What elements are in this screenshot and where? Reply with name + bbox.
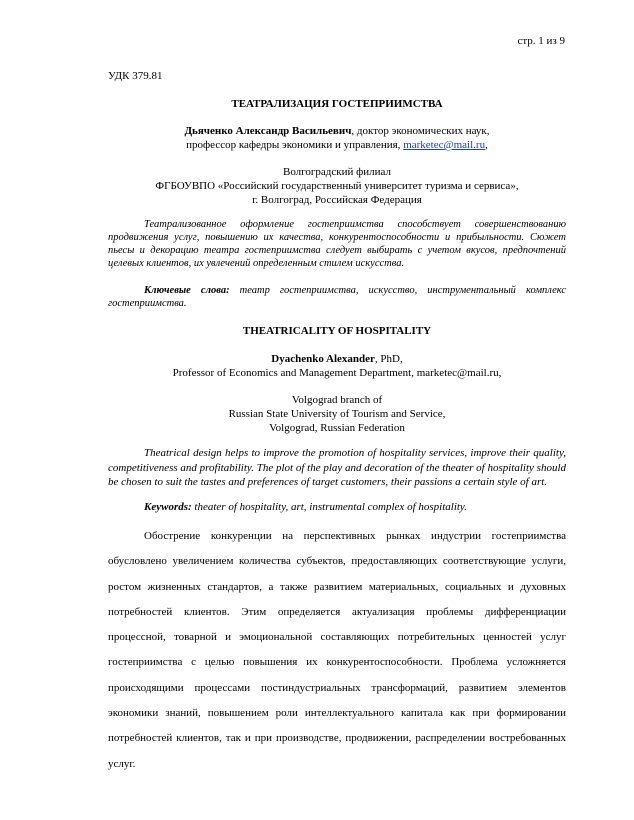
ru-title: ТЕАТРАЛИЗАЦИЯ ГОСТЕПРИИМСТВА: [231, 98, 443, 110]
ru-keywords-label: Ключевые слова:: [144, 285, 230, 296]
en-author-name: Dyachenko Alexander: [271, 353, 375, 365]
body-paragraph: Обострение конкуренции на перспективных рынках индустрии гостеприимства обусловлено увеличением количества субъектов, предоставляющих соответствующие услуги, ростом жизненных стандартов, а также развитием материальных, социальных и духовных потребностей клиентов. Этим определяется актуализация проблемы дифференциации процессной, товарной и эмоциональной составляющих потребительных ценностей услуг гостеприимства с целью повышения их конкурентоспособности. Проблема усложняется происходящими процессами постиндустриальных трансформаций, развитием элементов экономики знаний, повышением роли интеллектуального капитала как при формировании потребностей клиентов, так и при производстве, продвижении, распределении востребованных услуг.: [108, 530, 566, 770]
ru-author-line: [108, 124, 566, 138]
en-author-line: [108, 352, 566, 366]
ru-abstract: Театрализованное оформление гостеприимства способствует совершенствованию продвижения услуг, повышению их качества, конкурентоспособности и прибыльности. Сюжет пьесы и декорацию театра гостеприимства следует выбирать с учетом вкусов, предпочтений целевых клиентов, их увлечений определенным стилем искусства.: [108, 219, 566, 269]
en-keywords-text: theater of hospitality, art, instrumental complex of hospitality.: [191, 501, 467, 513]
page-number: стр. 1 из 9: [517, 35, 565, 47]
ru-keywords: [108, 284, 566, 310]
ru-affiliation-branch: Волгоградский филиал: [282, 166, 392, 178]
ru-author-email-suffix: ,: [485, 139, 488, 151]
ru-author-position: профессор кафедры экономики и управления,: [186, 139, 404, 151]
ru-author-email-link[interactable]: marketec@mail.ru: [403, 139, 486, 151]
en-affiliation-branch: Volgograd branch of: [291, 394, 383, 406]
en-keywords-label: Keywords:: [144, 501, 192, 513]
ru-author-position-line: [108, 138, 566, 152]
en-title: THEATRICALITY OF HOSPITALITY: [242, 325, 432, 337]
ru-affiliation-city: г. Волгоград, Российская Федерация: [252, 194, 422, 206]
ru-author-name: Дьяченко Александр Васильевич: [184, 125, 352, 137]
en-keywords: [108, 500, 566, 515]
en-abstract: Theatrical design helps to improve the promotion of hospitality services, improve their quality, competitiveness and profitability. The plot of the play and decoration of the theater of hospitality should be chosen to suit the tastes and preferences of target customers, their passions a certain style of art.: [108, 447, 566, 488]
udk-code: УДК 379.81: [108, 70, 163, 82]
ru-author-degree: , доктор экономических наук,: [351, 125, 490, 137]
en-affiliation-university: Russian State University of Tourism and Service,: [228, 408, 446, 420]
en-author-degree: , PhD,: [374, 353, 403, 365]
en-author-position: Professor of Economics and Management Department, marketec@mail.ru,: [172, 367, 502, 379]
en-affiliation-city: Volgograd, Russian Federation: [269, 422, 405, 434]
ru-affiliation-university: ФГБОУВПО «Российский государственный университет туризма и сервиса»,: [155, 180, 519, 192]
ru-keywords-text: театр гостеприимства, искусство, инструментальный комплекс гостеприимства.: [108, 285, 566, 309]
